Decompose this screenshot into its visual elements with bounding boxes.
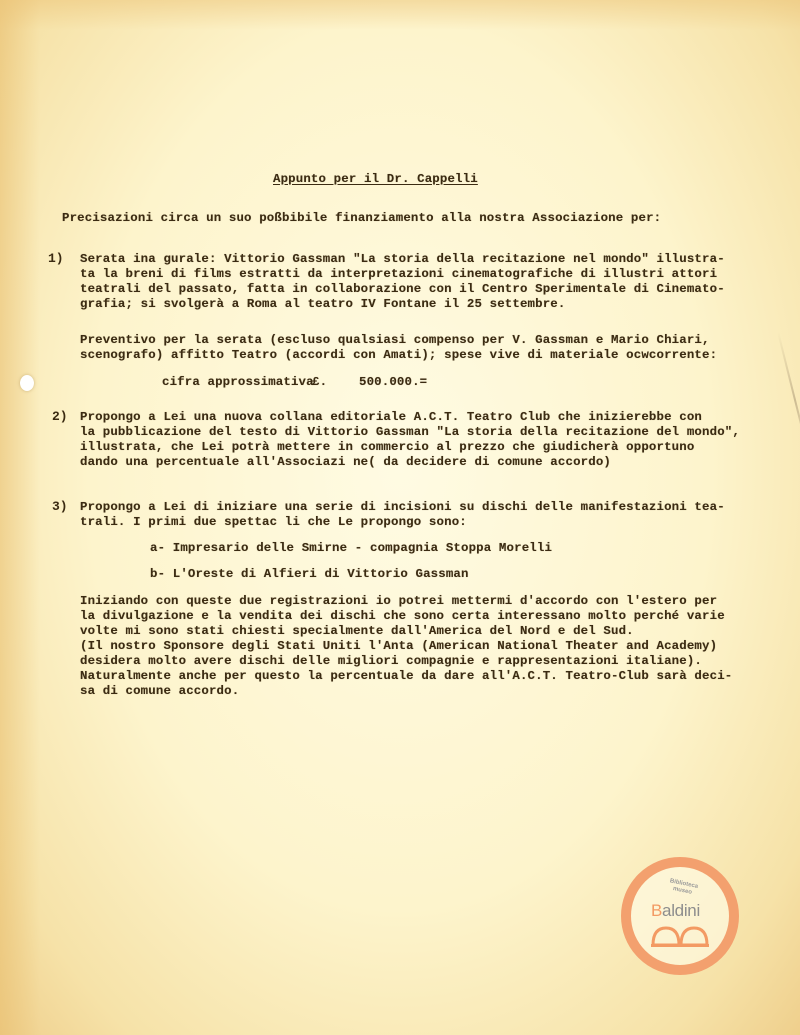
item-2-number: 2) (52, 409, 68, 424)
item-3-line: trali. I primi due spettac li che Le propongo sono: (80, 515, 467, 529)
item-1-line: teatrali del passato, fatta in collaborazione con il Centro Sperimentale di Cinemato- (80, 282, 725, 296)
paper-edge-shadow (0, 0, 40, 1035)
item-2-line: Propongo a Lei una nuova collana editoriale A.C.T. Teatro Club che inizierebbe con (80, 410, 703, 424)
amount-currency: £. (312, 375, 328, 389)
punch-hole (20, 375, 34, 391)
baldini-library-stamp (621, 857, 739, 975)
item-2-text (80, 410, 740, 470)
item-2-line: dando una percentuale all'Associazi ne( da decidere di comune accordo) (80, 455, 611, 469)
amount-label: cifra approssimativa (162, 375, 314, 389)
item-3-line: Propongo a Lei di iniziare una serie di incisioni su dischi delle manifestazioni tea- (80, 500, 725, 514)
stamp-name: Baldini (651, 901, 700, 920)
item-3-para-line: sa di comune accordo. (80, 684, 240, 698)
item-3-para-line: volte mi sono stati chiesti specialmente dall'America del Nord e del Sud. (80, 624, 634, 638)
open-book-icon (651, 925, 709, 947)
item-1-text (80, 252, 725, 312)
item-3-para-line: desidera molto avere dischi delle migliori compagnie e rappresentazioni italiane). (80, 654, 703, 668)
sub-item-a: a- Impresario delle Smirne - compagnia Stoppa Morelli (150, 541, 553, 555)
item-3-text (80, 500, 725, 530)
item-3-para-line: Iniziando con queste due registrazioni io potrei mettermi d'accordo con l'estero per (80, 594, 718, 608)
item-1-number: 1) (48, 251, 64, 266)
paper-fold-mark (777, 332, 800, 468)
paper-top-shadow (0, 0, 800, 30)
sub-item-b: b- L'Oreste di Alfieri di Vittorio Gassman (150, 567, 469, 581)
item-1-budget (80, 333, 717, 363)
item-2-line: illustrata, che Lei potrà mettere in commercio al prezzo che giudicherà opportuno (80, 440, 695, 454)
item-1-line: grafia; si svolgerà a Roma al teatro IV Fontane il 25 settembre. (80, 297, 566, 311)
item-3-paragraph (80, 594, 732, 699)
memo-title: Appunto per il Dr. Cappelli (273, 172, 478, 186)
item-1-line: Serata ina gurale: Vittorio Gassman "La storia della recitazione nel mondo" illustra- (80, 252, 725, 266)
item-3-para-line: Naturalmente anche per questo la percentuale da dare all'A.C.T. Teatro-Club sarà deci- (80, 669, 733, 683)
item-1-line: ta la breni di films estratti da interpretazioni cinematografiche di illustri attori (80, 267, 718, 281)
item-2-line: la pubblicazione del testo di Vittorio Gassman "La storia della recitazione del mondo", (80, 425, 740, 439)
memo-intro: Precisazioni circa un suo poßbibile finanziamento alla nostra Associazione per: (62, 211, 662, 225)
amount-value: 500.000.= (359, 375, 428, 389)
budget-line: scenografo) affitto Teatro (accordi con Amati); spese vive di materiale ocwcorrente: (80, 348, 718, 362)
item-3-para-line: (Il nostro Sponsore degli Stati Uniti l'Anta (American National Theater and Academy) (80, 639, 718, 653)
budget-line: Preventivo per la serata (escluso qualsiasi compenso per V. Gassman e Mario Chiari, (80, 333, 710, 347)
item-3-para-line: la divulgazione e la vendita dei dischi che sono certa interessano molto perché varie (80, 609, 725, 623)
stamp-small-text: Biblioteca museo (669, 878, 699, 896)
item-3-number: 3) (52, 499, 68, 514)
